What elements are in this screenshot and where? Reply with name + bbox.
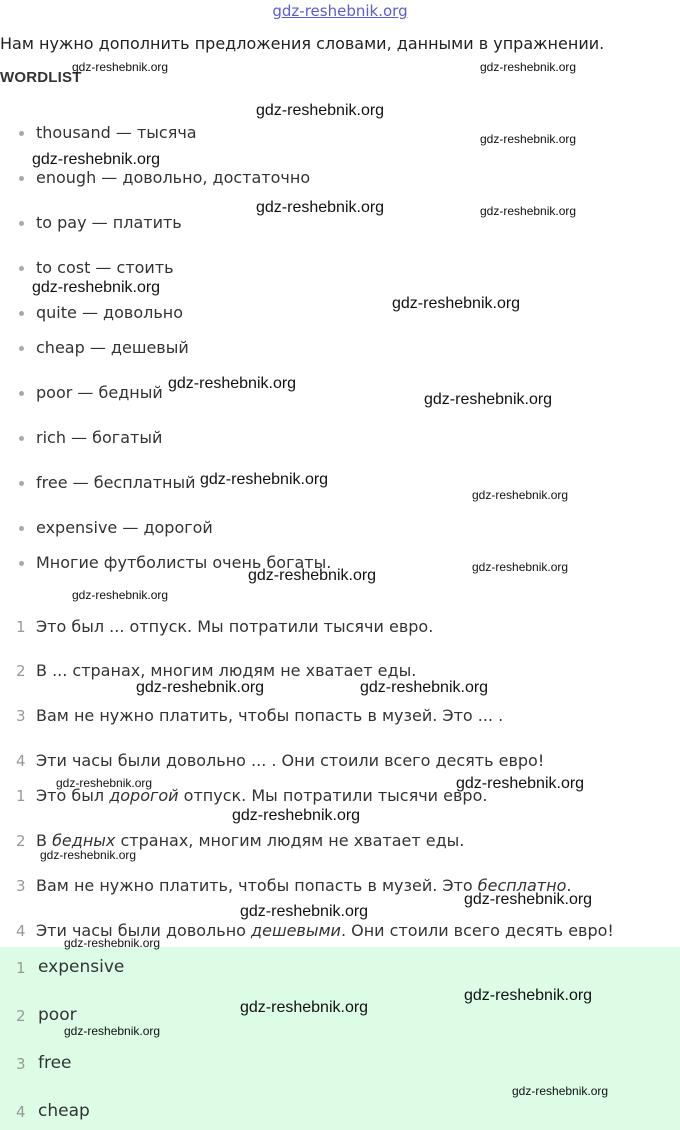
- watermark: gdz-reshebnik.org: [472, 488, 569, 502]
- wordlist-item: [36, 383, 163, 402]
- wordlist-item: [36, 303, 183, 322]
- bullet-dot: [19, 131, 24, 136]
- wordlist-item-text: Многие футболисты очень богаты.: [36, 553, 332, 572]
- answer-number: 2: [16, 1007, 26, 1025]
- watermark: gdz-reshebnik.org: [200, 471, 329, 488]
- answer-word: free: [38, 1053, 72, 1073]
- wordlist-item-text: to pay — платить: [36, 213, 182, 232]
- answer-word: бесплатно: [477, 876, 567, 895]
- wordlist-item-text: poor — бедный: [36, 383, 163, 402]
- wordlist-item: [36, 258, 174, 277]
- sentence-part: странах, многим людям не хватает еды.: [115, 831, 465, 850]
- watermark: gdz-reshebnik.org: [472, 560, 569, 574]
- bullet-dot: [19, 266, 24, 271]
- task-number: 3: [16, 707, 26, 725]
- bullet-dot: [19, 561, 24, 566]
- sentence-part: В: [36, 831, 53, 850]
- site-header-link[interactable]: gdz-reshebnik.org: [272, 2, 408, 20]
- wordlist-item: [36, 168, 310, 187]
- intro-text: Нам нужно дополнить предложения словами, данными в упражнении.: [0, 34, 605, 53]
- wordlist-item-text: expensive — дорогой: [36, 518, 213, 537]
- wordlist-item-text: quite — довольно: [36, 303, 184, 322]
- bullet-dot: [19, 311, 24, 316]
- watermark: gdz-reshebnik.org: [56, 776, 153, 790]
- answer-number: 4: [16, 1103, 26, 1121]
- task-sentence: В ... странах, многим людям не хватает еды.: [36, 661, 417, 680]
- wordlist-item: [36, 518, 213, 537]
- sentence-part: Вам не нужно платить, чтобы попасть в музей. Это: [36, 876, 478, 895]
- watermark: gdz-reshebnik.org: [248, 567, 377, 584]
- wordlist-item-text: to cost — стоить: [36, 258, 174, 277]
- bullet-dot: [19, 436, 24, 441]
- watermark: gdz-reshebnik.org: [64, 936, 161, 950]
- task-number: 4: [16, 752, 26, 770]
- wordlist-item-text: cheap — дешевый: [36, 338, 189, 357]
- watermark: gdz-reshebnik.org: [72, 60, 169, 74]
- filled-number: 1: [16, 787, 26, 805]
- task-number: 2: [16, 662, 26, 680]
- sentence-part: . Они стоили всего десять евро!: [340, 921, 614, 940]
- wordlist-item: [36, 123, 197, 142]
- watermark: gdz-reshebnik.org: [480, 204, 577, 218]
- watermark: gdz-reshebnik.org: [40, 848, 137, 862]
- filled-number: 3: [16, 877, 26, 895]
- sentence-part: .: [566, 876, 572, 895]
- task-number: 1: [16, 618, 26, 636]
- sentence-part: Эти часы были довольно: [36, 921, 252, 940]
- watermark: gdz-reshebnik.org: [256, 102, 385, 119]
- watermark: gdz-reshebnik.org: [464, 891, 593, 908]
- wordlist-item-text: thousand — тысяча: [36, 123, 197, 142]
- watermark: gdz-reshebnik.org: [256, 199, 385, 216]
- wordlist-item: [36, 473, 196, 492]
- answer-word: expensive: [38, 957, 125, 977]
- bullet-dot: [19, 346, 24, 351]
- wordlist-item: [36, 213, 182, 232]
- watermark: gdz-reshebnik.org: [464, 987, 593, 1004]
- wordlist-item-text: enough — довольно, достаточно: [36, 168, 311, 187]
- watermark: gdz-reshebnik.org: [240, 999, 369, 1016]
- watermark: gdz-reshebnik.org: [480, 60, 577, 74]
- wordlist-title: WORDLIST: [0, 69, 82, 86]
- task-sentence: Эти часы были довольно ... . Они стоили всего десять евро!: [36, 751, 545, 770]
- bullet-dot: [19, 481, 24, 486]
- filled-number: 4: [16, 922, 26, 940]
- bullet-dot: [19, 526, 24, 531]
- answer-word: poor: [38, 1005, 77, 1025]
- task-sentence: Это был ... отпуск. Мы потратили тысячи евро.: [36, 617, 434, 636]
- watermark: gdz-reshebnik.org: [392, 295, 521, 312]
- watermark: gdz-reshebnik.org: [240, 903, 369, 920]
- wordlist-item: [36, 428, 162, 447]
- watermark: gdz-reshebnik.org: [32, 151, 161, 168]
- answer-number: 1: [16, 959, 26, 977]
- answer-word: cheap: [38, 1101, 90, 1121]
- sentence-part: Это был: [36, 786, 110, 805]
- filled-number: 2: [16, 832, 26, 850]
- watermark: gdz-reshebnik.org: [480, 132, 577, 146]
- bullet-dot: [19, 391, 24, 396]
- watermark: gdz-reshebnik.org: [64, 1024, 161, 1038]
- watermark: gdz-reshebnik.org: [32, 279, 161, 296]
- watermark: gdz-reshebnik.org: [136, 679, 265, 696]
- wordlist-item-text: free — бесплатный: [36, 473, 196, 492]
- answer-number: 3: [16, 1055, 26, 1073]
- watermark: gdz-reshebnik.org: [512, 1084, 609, 1098]
- bullet-dot: [19, 176, 24, 181]
- watermark: gdz-reshebnik.org: [424, 391, 553, 408]
- watermark: gdz-reshebnik.org: [360, 679, 489, 696]
- wordlist-item: [36, 338, 189, 357]
- wordlist-item-text: rich — богатый: [36, 428, 163, 447]
- bullet-dot: [19, 221, 24, 226]
- answer-word: дешевыми: [251, 921, 341, 940]
- answer-word: бедных: [52, 831, 116, 850]
- watermark: gdz-reshebnik.org: [168, 375, 297, 392]
- watermark: gdz-reshebnik.org: [456, 775, 585, 792]
- watermark: gdz-reshebnik.org: [72, 588, 169, 602]
- watermark: gdz-reshebnik.org: [232, 807, 361, 824]
- task-sentence: Вам не нужно платить, чтобы попасть в музей. Это ... .: [36, 706, 504, 725]
- answer-word: дорогой: [109, 786, 179, 805]
- sentence-part: отпуск. Мы потратили тысячи евро.: [178, 786, 488, 805]
